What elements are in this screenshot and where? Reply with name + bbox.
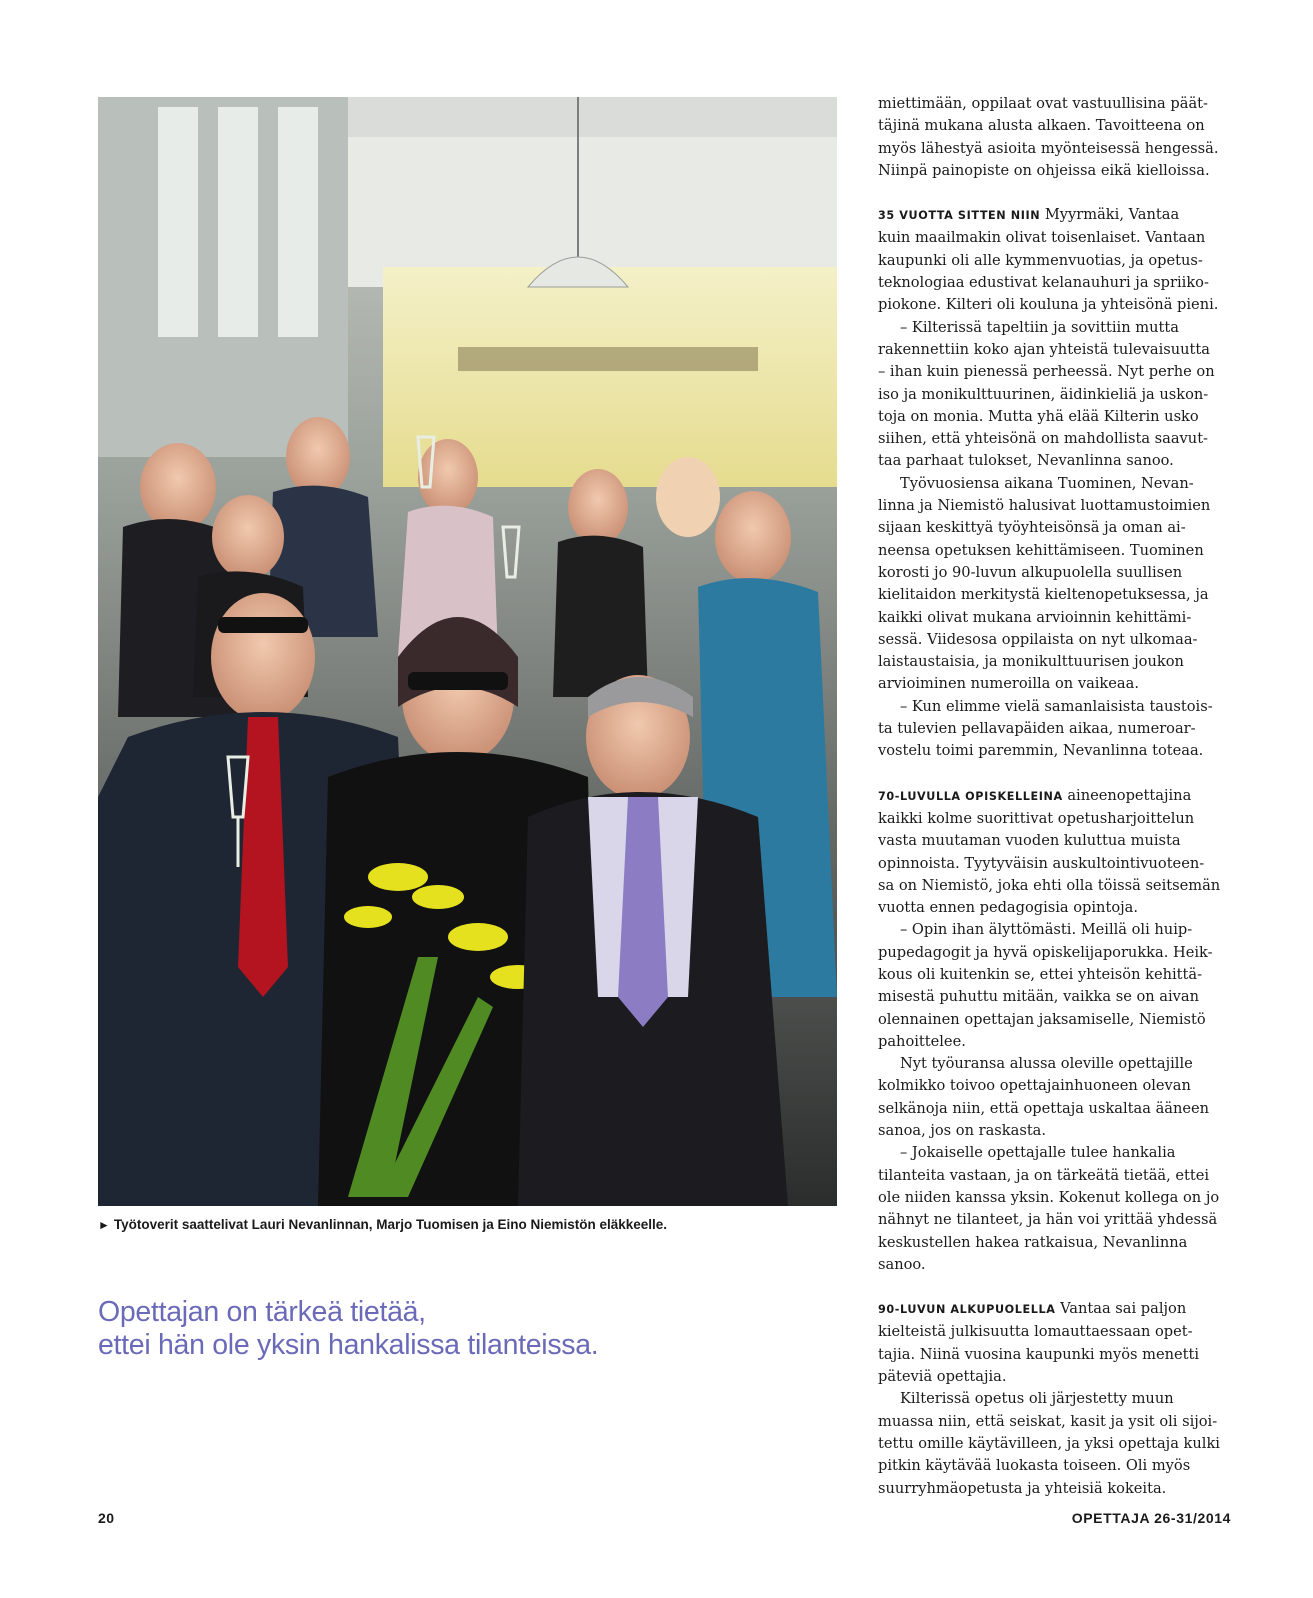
- text-line: 35 VUOTTA SITTEN NIIN Myyrmäki, Vantaa: [878, 206, 1180, 224]
- text-line: sessä. Viidesosa oppilaista on nyt ulkomaa-: [878, 630, 1198, 648]
- publication-name: OPETTAJA 26-31/2014: [1071, 1510, 1231, 1526]
- text-line: rakennettiin koko ajan yhteistä tulevaisuutta: [878, 340, 1210, 358]
- text-line: pitkin käytävää luokasta toiseen. Oli myös: [878, 1457, 1191, 1475]
- text-line: kolmikko toivoo opettajainhuoneen olevan: [878, 1077, 1191, 1095]
- text-line: miettimään, oppilaat ovat vastuullisina päät-: [878, 95, 1208, 112]
- text-line: päteviä opettajia.: [878, 1368, 1007, 1386]
- text-line: nähnyt ne tilanteet, ja hän voi yrittää yhdessä: [878, 1211, 1218, 1229]
- paragraph: [878, 317, 1232, 473]
- paragraph: [878, 696, 1232, 763]
- paragraph: [878, 1053, 1232, 1142]
- text-line: vostelu toimi paremmin, Nevanlinna toteaa.: [878, 742, 1204, 760]
- text-line: 90-LUVUN ALKUPUOLELLA Vantaa sai paljon: [878, 1300, 1187, 1318]
- run-in-heading: 70-LUVULLA OPISKELLEINA: [878, 789, 1063, 803]
- text-line: – Jokaiselle opettajalle tulee hankalia: [900, 1144, 1176, 1162]
- text-line: iso ja monikulttuurinen, äidinkieliä ja uskon-: [878, 385, 1209, 403]
- section-90-luvun: [878, 1298, 1232, 1388]
- text-line: tajia. Niinä vuosina kaupunki myös menetti: [878, 1345, 1200, 1363]
- text-line: taa parhaat tulokset, Nevanlinna sanoo.: [878, 452, 1174, 470]
- pull-quote-line-1: Opettajan on tärkeä tietää,: [98, 1296, 426, 1328]
- text-line: olennainen opettajan jaksamiselle, Niemistö: [878, 1010, 1206, 1028]
- text-line: opinnoista. Tyytyväisin auskultointivuoteen-: [878, 854, 1205, 872]
- text-line: Nyt työuransa alussa oleville opettajille: [900, 1055, 1193, 1073]
- text-line: korosti jo 90-luvun alkupuolella suullisen: [878, 563, 1183, 581]
- text-line: arvioiminen numeroilla on vaikeaa.: [878, 675, 1139, 693]
- text-line: kielitaidon merkitystä kieltenopetuksessa, ja: [878, 586, 1209, 604]
- group-photo: [98, 97, 837, 1206]
- text-line: Kilterissä opetus oli järjestetty muun: [900, 1390, 1174, 1408]
- text-line: 70-LUVULLA OPISKELLEINA aineenopettajina: [878, 786, 1192, 804]
- text-line: piokone. Kilteri oli kouluna ja yhteisönä pieni.: [878, 296, 1219, 314]
- section-70-luvulla: [878, 785, 1232, 920]
- text-line: myös lähestyä asioita myönteisessä hengessä.: [878, 139, 1219, 157]
- text-line: linna ja Niemistö halusivat luottamustoimien: [878, 497, 1211, 515]
- text-line: sa on Niemistö, joka ehti olla töissä seitsemän: [878, 876, 1221, 894]
- text-line: tettu omille käytävilleen, ja yksi opettaja kulki: [878, 1434, 1220, 1452]
- text-line: kielteistä julkisuutta lomauttaessaan opet-: [878, 1323, 1193, 1341]
- text-line: tilanteita vastaan, ja on tärkeätä tietää, ettei: [878, 1166, 1210, 1184]
- text-line: pupedagogit ja hyvä opiskelijaporukka. Heik-: [878, 943, 1213, 961]
- text-line: kuin maailmakin olivat toisenlaiset. Vantaan: [878, 229, 1206, 247]
- paragraph: [878, 919, 1232, 1053]
- page-number: 20: [98, 1510, 115, 1526]
- text-line: muassa niin, että seiskat, kasit ja ysit oli sijoi-: [878, 1412, 1218, 1430]
- caption-text: Työtoverit saattelivat Lauri Nevanlinnan, Marjo Tuomisen ja Eino Niemistön eläkkeelle.: [113, 1217, 668, 1232]
- text-line: vasta muutaman vuoden kuluttua muista: [878, 832, 1181, 850]
- text-line: Työvuosiensa aikana Tuominen, Nevan-: [900, 474, 1194, 492]
- text-line: siihen, että yhteisönä on mahdollista saavut-: [878, 430, 1208, 448]
- text-line: teknologiaa edustivat kelanauhuri ja spriiko-: [878, 274, 1209, 292]
- text-line: sanoo.: [878, 1255, 926, 1273]
- text-line: toja on monia. Mutta yhä elää Kilterin usko: [878, 407, 1199, 425]
- text-line: Niinpä painopiste on ohjeissa eikä kielloissa.: [878, 161, 1210, 179]
- pull-quote: [98, 1296, 818, 1362]
- text-line: täjinä mukana alusta alkaen. Tavoitteena on: [878, 117, 1205, 135]
- text-line: selkänoja niin, että opettaja uskaltaa ääneen: [878, 1099, 1210, 1117]
- text-line: kaikki olivat mukana arvioinnin kehittämi-: [878, 608, 1192, 626]
- text-line: neensa opetuksen kehittämiseen. Tuominen: [878, 541, 1204, 559]
- text-line: ole niiden kanssa yksin. Kokenut kollega on jo: [878, 1188, 1220, 1206]
- text-line: kous oli kuitenkin se, ettei yhteisön kehittä-: [878, 965, 1203, 983]
- article-column: [878, 93, 1232, 1500]
- paragraph: [878, 1388, 1232, 1499]
- section-35-vuotta: [878, 204, 1232, 316]
- text-line: – Opin ihan älyttömästi. Meillä oli huip-: [900, 921, 1193, 939]
- text-line: laistaustaisia, ja monikulttuurisen joukon: [878, 653, 1184, 671]
- group-photo-image: [98, 97, 837, 1206]
- text-line: suurryhmäopetusta ja yhteisiä kokeita.: [878, 1479, 1167, 1497]
- text-line: ta tulevien pellavapäiden aikaa, numeroar-: [878, 720, 1196, 738]
- paragraph: [878, 1142, 1232, 1276]
- text-line: – Kilterissä tapeltiin ja sovittiin mutta: [900, 318, 1179, 336]
- run-in-heading: 90-LUVUN ALKUPUOLELLA: [878, 1303, 1056, 1317]
- text-line: – ihan kuin pienessä perheessä. Nyt perhe on: [878, 363, 1215, 381]
- text-line: sijaan keskittyä työyhteisönsä ja oman ai-: [878, 519, 1186, 537]
- caption-marker-icon: ►: [98, 1218, 110, 1232]
- paragraph: [878, 473, 1232, 696]
- text-line: pahoittelee.: [878, 1032, 966, 1050]
- text-line: keskustellen hakea ratkaisua, Nevanlinna: [878, 1233, 1188, 1251]
- text-line: vuotta ennen pedagogisia opintoja.: [878, 899, 1138, 917]
- run-in-heading: 35 VUOTTA SITTEN NIIN: [878, 209, 1041, 223]
- text-line: – Kun elimme vielä samanlaisista taustois-: [900, 697, 1213, 715]
- pull-quote-line-2: ettei hän ole yksin hankalissa tilanteissa.: [98, 1329, 599, 1361]
- photo-caption: [98, 1217, 837, 1232]
- paragraph: [878, 93, 1232, 182]
- text-line: misestä puhuttu mitään, vaikka se on aivan: [878, 988, 1200, 1006]
- text-line: kaupunki oli alle kymmenvuotias, ja opetus-: [878, 251, 1203, 269]
- text-line: sanoa, jos on raskasta.: [878, 1122, 1047, 1140]
- text-line: kaikki kolme suorittivat opetusharjoittelun: [878, 809, 1195, 827]
